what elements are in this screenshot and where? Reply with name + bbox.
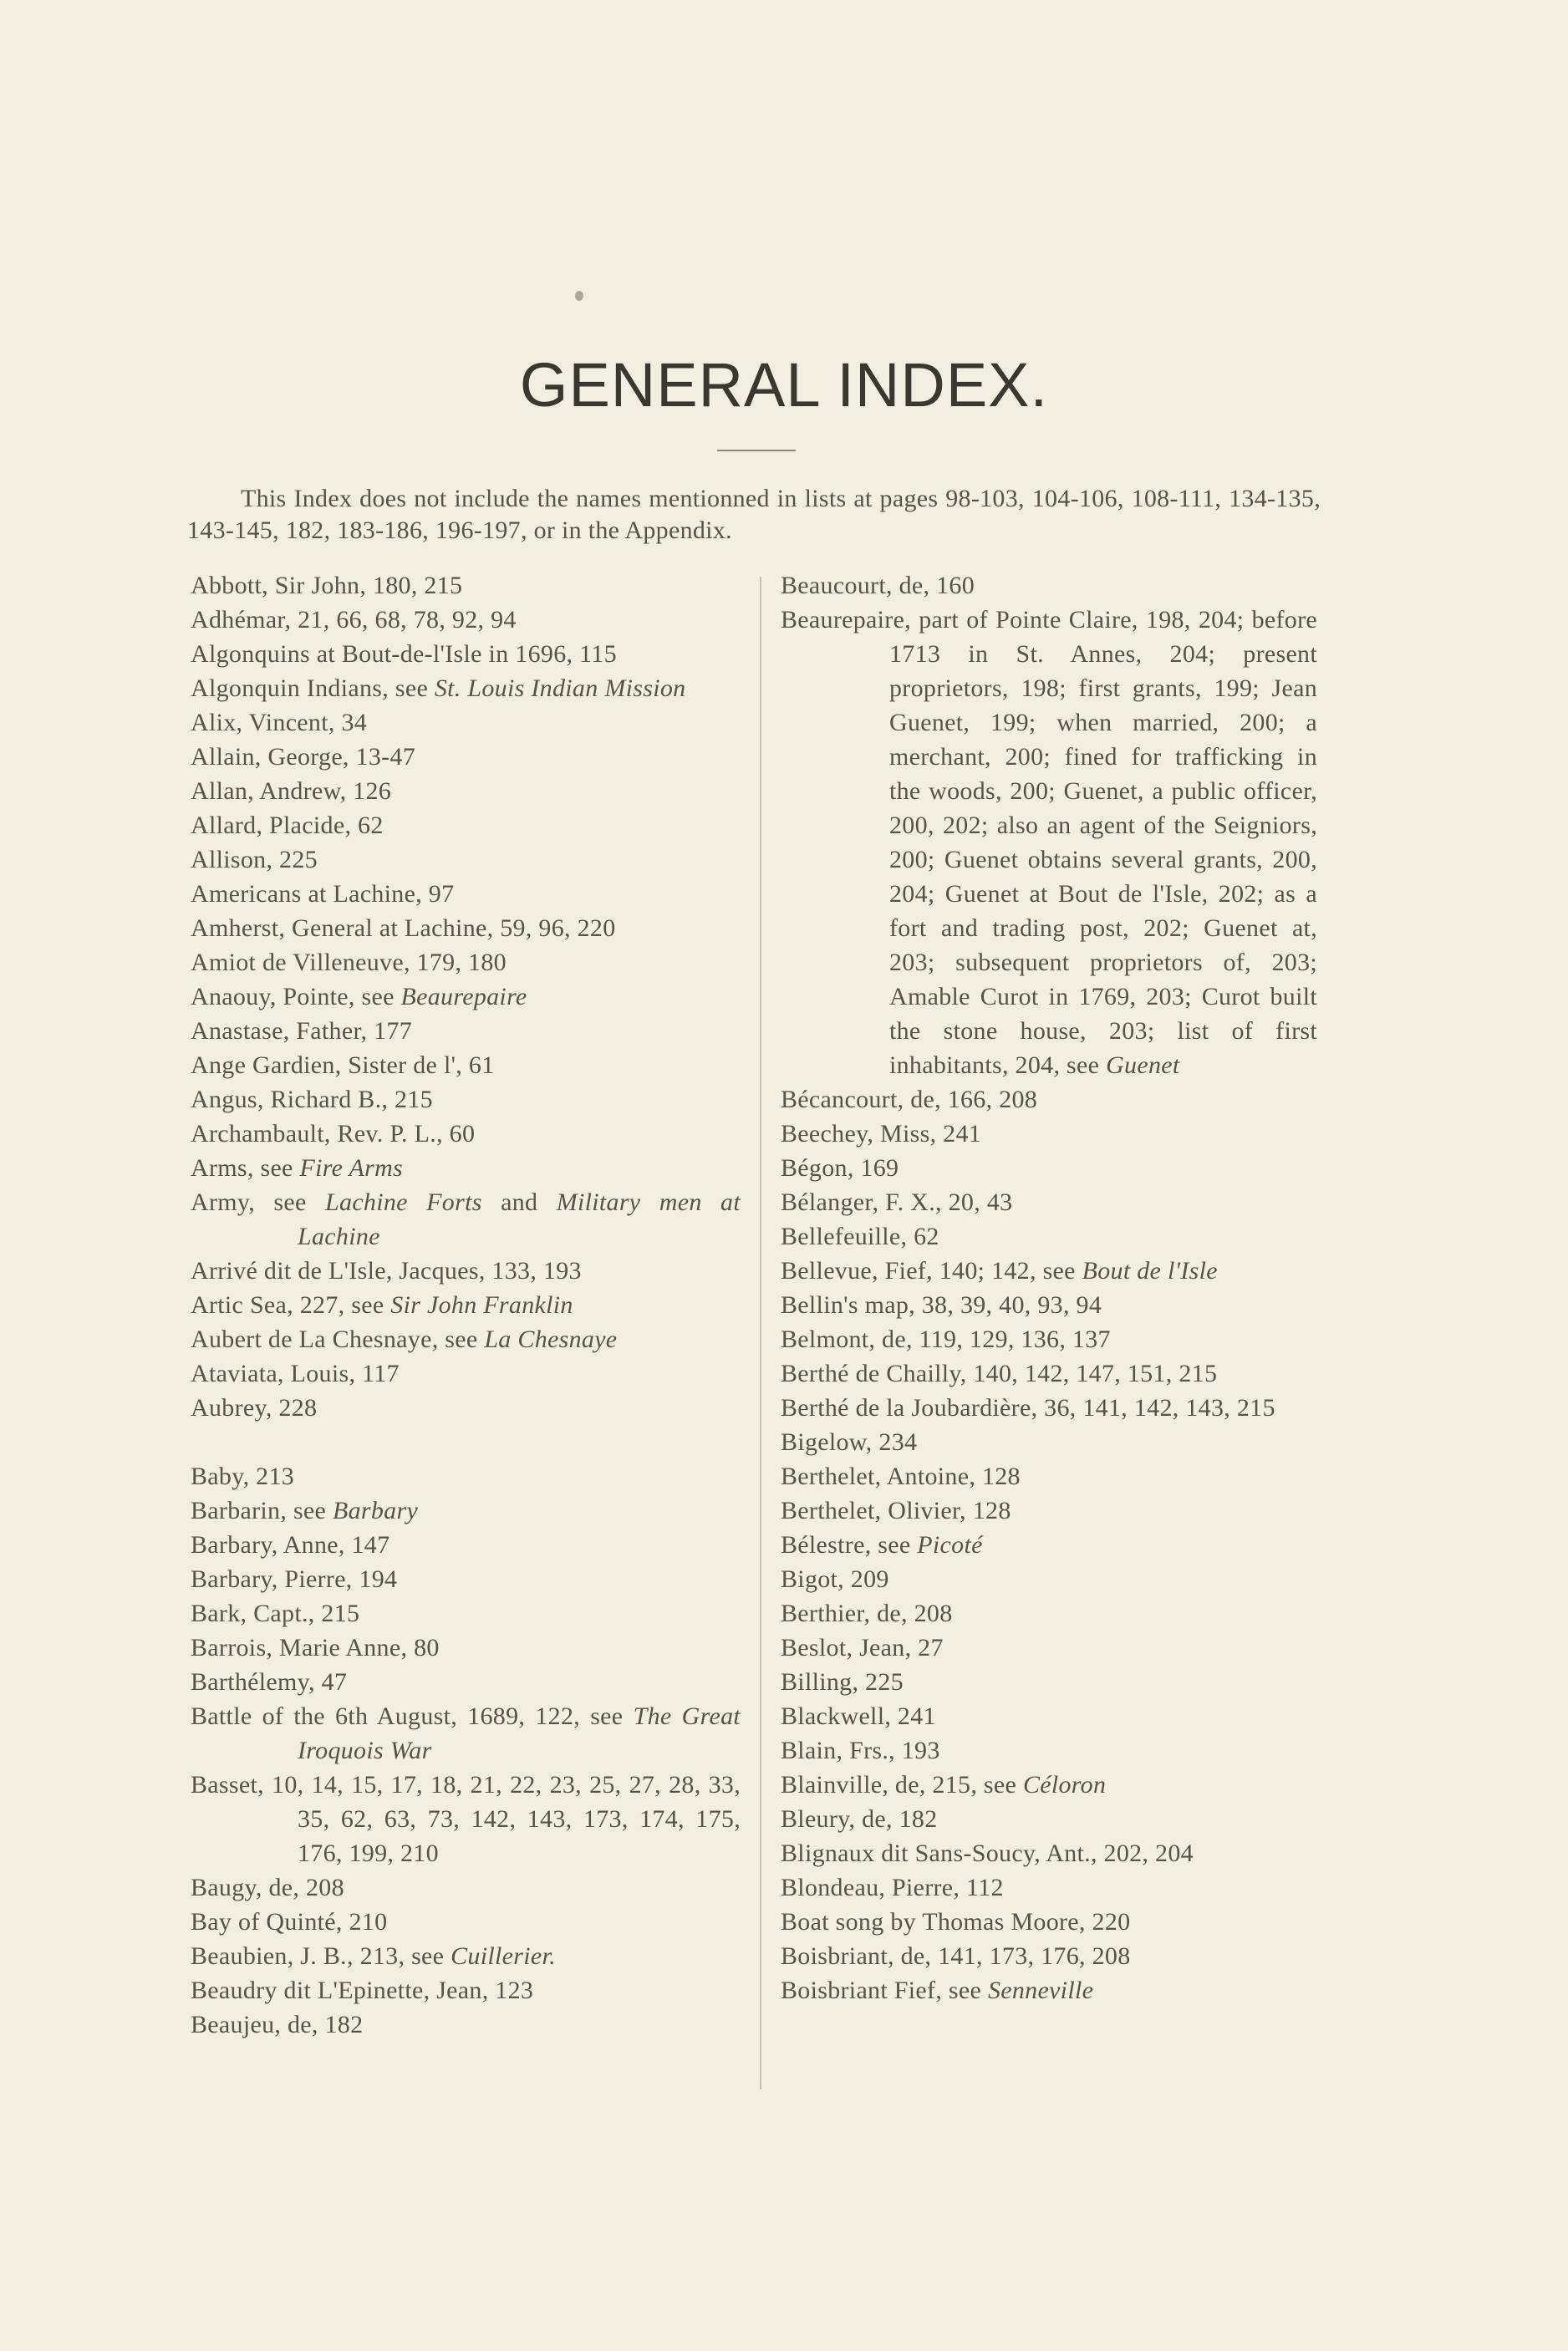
entry-cross-reference[interactable]: Barbary bbox=[332, 1497, 419, 1524]
index-entry bbox=[781, 1905, 1317, 1939]
entry-text: Barbarin, see bbox=[191, 1497, 333, 1524]
entry-text: Billing, 225 bbox=[781, 1668, 904, 1696]
index-entry bbox=[191, 1768, 741, 1870]
entry-cross-reference[interactable]: Bout de l'Isle bbox=[1082, 1257, 1218, 1285]
index-entry bbox=[191, 1082, 741, 1117]
entry-text: Blackwell, 241 bbox=[781, 1702, 936, 1730]
entry-text: Barbary, Pierre, 194 bbox=[191, 1565, 398, 1593]
index-entry bbox=[191, 1870, 741, 1905]
entry-text: Bigot, 209 bbox=[781, 1565, 889, 1593]
entry-text: Boisbriant Fief, see bbox=[781, 1977, 988, 2004]
index-entry bbox=[191, 1596, 741, 1631]
index-entry bbox=[191, 980, 741, 1014]
index-entry bbox=[191, 671, 741, 705]
entry-text: Algonquin Indians, see bbox=[191, 674, 435, 702]
index-entry bbox=[191, 1665, 741, 1699]
entry-text: Americans at Lachine, 97 bbox=[191, 880, 455, 908]
entry-text: Aubrey, 228 bbox=[191, 1394, 318, 1422]
entry-text: Bay of Quinté, 210 bbox=[191, 1908, 388, 1936]
index-entry bbox=[781, 1151, 1317, 1185]
entry-text: Abbott, Sir John, 180, 215 bbox=[191, 572, 463, 599]
index-group-b-continued bbox=[781, 568, 1317, 2008]
index-entry bbox=[191, 1494, 741, 1528]
left-column bbox=[191, 568, 741, 2042]
index-entry bbox=[781, 1322, 1317, 1356]
index-entry bbox=[191, 1905, 741, 1939]
index-entry bbox=[191, 1562, 741, 1596]
index-entry bbox=[191, 1014, 741, 1048]
entry-text: Archambault, Rev. P. L., 60 bbox=[191, 1120, 476, 1148]
entry-text: Adhémar, 21, 66, 68, 78, 92, 94 bbox=[191, 606, 517, 634]
entry-text: Alix, Vincent, 34 bbox=[191, 709, 368, 736]
index-entry bbox=[781, 1836, 1317, 1870]
entry-text: Bégon, 169 bbox=[781, 1154, 899, 1182]
entry-text: Allain, George, 13-47 bbox=[191, 743, 416, 771]
index-entry bbox=[781, 1459, 1317, 1494]
entry-cross-reference[interactable]: Cuillerier. bbox=[451, 1942, 556, 1970]
index-entry bbox=[781, 1254, 1317, 1288]
entry-text: Ataviata, Louis, 117 bbox=[191, 1360, 400, 1387]
entry-text: Army, see bbox=[191, 1188, 326, 1216]
index-entry bbox=[191, 1356, 741, 1391]
index-entry bbox=[781, 1665, 1317, 1699]
index-entry bbox=[191, 1117, 741, 1151]
entry-text: Beaucourt, de, 160 bbox=[781, 572, 975, 599]
entry-text: Artic Sea, 227, see bbox=[191, 1291, 391, 1319]
entry-text: Ange Gardien, Sister de l', 61 bbox=[191, 1051, 495, 1079]
entry-cross-reference[interactable]: Guenet bbox=[1106, 1051, 1180, 1079]
entry-text: Bellefeuille, 62 bbox=[781, 1223, 939, 1250]
entry-text: Berthier, de, 208 bbox=[781, 1600, 953, 1627]
entry-text: and bbox=[481, 1188, 557, 1216]
index-entry bbox=[191, 1288, 741, 1322]
entry-cross-reference[interactable]: Senneville bbox=[987, 1977, 1094, 2004]
entry-text: Blondeau, Pierre, 112 bbox=[781, 1874, 1004, 1901]
index-entry bbox=[191, 705, 741, 740]
index-entry bbox=[191, 740, 741, 774]
index-entry bbox=[781, 1802, 1317, 1836]
entry-text: Beslot, Jean, 27 bbox=[781, 1634, 944, 1661]
index-entry bbox=[191, 911, 741, 945]
index-entry bbox=[191, 1631, 741, 1665]
index-entry bbox=[781, 1288, 1317, 1322]
index-entry bbox=[781, 603, 1317, 1082]
index-entry bbox=[781, 1185, 1317, 1219]
index-entry bbox=[191, 1254, 741, 1288]
index-entry bbox=[191, 1699, 741, 1768]
entry-text: Bigelow, 234 bbox=[781, 1428, 918, 1456]
entry-text: Bark, Capt., 215 bbox=[191, 1600, 360, 1627]
intro-note: This Index does not include the names mentionned in lists at pages 98-103, 104-106, 108-111, 134-135, 143-145, 182, 183-186, 196-197, or in the Appendix. bbox=[187, 485, 1321, 544]
index-entry bbox=[781, 1562, 1317, 1596]
entry-text: Anaouy, Pointe, see bbox=[191, 983, 401, 1010]
index-group-b bbox=[191, 1459, 741, 2042]
entry-text: Battle of the 6th August, 1689, 122, see bbox=[191, 1702, 634, 1730]
index-entry bbox=[191, 2008, 741, 2042]
entry-text: Allard, Placide, 62 bbox=[191, 812, 384, 839]
entry-text: Barthélemy, 47 bbox=[191, 1668, 348, 1696]
entry-text: Baugy, de, 208 bbox=[191, 1874, 344, 1901]
entry-text: Boat song by Thomas Moore, 220 bbox=[781, 1908, 1131, 1936]
entry-text: Barrois, Marie Anne, 80 bbox=[191, 1634, 440, 1661]
index-entry bbox=[191, 603, 741, 637]
index-entry bbox=[191, 1973, 741, 2008]
entry-text: Baby, 213 bbox=[191, 1463, 295, 1490]
entry-cross-reference[interactable]: The Great Iroquois War bbox=[298, 1702, 741, 1764]
entry-text: Beechey, Miss, 241 bbox=[781, 1120, 982, 1148]
column-divider bbox=[760, 577, 761, 2089]
index-entry bbox=[191, 877, 741, 911]
entry-text: Arms, see bbox=[191, 1154, 300, 1182]
index-entry bbox=[191, 945, 741, 980]
entry-text: Bélestre, see bbox=[781, 1531, 918, 1559]
entry-cross-reference[interactable]: Beaurepaire bbox=[400, 983, 527, 1010]
index-entry bbox=[781, 1631, 1317, 1665]
index-entry bbox=[781, 1733, 1317, 1768]
index-entry bbox=[191, 1459, 741, 1494]
index-entry bbox=[191, 842, 741, 877]
entry-cross-reference[interactable]: Lachine Forts bbox=[325, 1188, 482, 1216]
index-entry bbox=[781, 1699, 1317, 1733]
entry-text: Allan, Andrew, 126 bbox=[191, 777, 392, 805]
entry-text: Blain, Frs., 193 bbox=[781, 1737, 940, 1764]
index-entry bbox=[781, 1219, 1317, 1254]
entry-cross-reference[interactable]: St. Louis Indian Mission bbox=[434, 674, 686, 702]
page-title: GENERAL INDEX. bbox=[519, 350, 1049, 420]
entry-text: Belmont, de, 119, 129, 136, 137 bbox=[781, 1326, 1111, 1353]
index-entry bbox=[781, 1528, 1317, 1562]
group-gap bbox=[191, 1425, 741, 1459]
entry-text: Beaurepaire, part of Pointe Claire, 198, 204; before 1713 in St. Annes, 204; present proprietors, 198; first grants, 199; Jean Guenet, 199; when married, 200; a merchant, 200; fined for trafficking in the woods, 200; Guenet, a public officer, 200, 202; also an agent of the Seigniors, 200; Guenet obtains several grants, 200, 204; Guenet at Bout de l'Isle, 202; as a fort and trading post, 202; Guenet at, 203; subsequent proprietors of, 203; Amable Curot in 1769, 203; Curot built the stone house, 203; list of first inhabitants, 204, see bbox=[781, 606, 1317, 1079]
entry-text: Beaudry dit L'Epinette, Jean, 123 bbox=[191, 1977, 534, 2004]
index-entry bbox=[781, 1973, 1317, 2008]
index-entry bbox=[191, 568, 741, 603]
entry-text: Beaujeu, de, 182 bbox=[191, 2011, 364, 2038]
entry-cross-reference[interactable]: Céloron bbox=[1022, 1771, 1107, 1799]
index-entry bbox=[781, 1356, 1317, 1391]
entry-text: Anastase, Father, 177 bbox=[191, 1017, 413, 1045]
index-entry bbox=[781, 1082, 1317, 1117]
index-entry bbox=[781, 1596, 1317, 1631]
entry-text: Berthé de la Joubardière, 36, 141, 142, 143, 215 bbox=[781, 1394, 1275, 1422]
entry-cross-reference[interactable]: La Chesnaye bbox=[484, 1326, 618, 1353]
entry-text: Bleury, de, 182 bbox=[781, 1805, 938, 1833]
index-entry bbox=[781, 1768, 1317, 1802]
entry-text: Berthelet, Olivier, 128 bbox=[781, 1497, 1011, 1524]
entry-text: Allison, 225 bbox=[191, 846, 318, 873]
index-entry bbox=[781, 1425, 1317, 1459]
entry-text: Boisbriant, de, 141, 173, 176, 208 bbox=[781, 1942, 1131, 1970]
entry-text: Basset, 10, 14, 15, 17, 18, 21, 22, 23, 25, 27, 28, 33, 35, 62, 63, 73, 142, 143, 173, 174, 175, 176, 199, 210 bbox=[191, 1771, 741, 1867]
entry-text: Bellevue, Fief, 140; 142, see bbox=[781, 1257, 1082, 1285]
entry-text: Aubert de La Chesnaye, see bbox=[191, 1326, 485, 1353]
entry-text: Arrivé dit de L'Isle, Jacques, 133, 193 bbox=[191, 1257, 582, 1285]
index-entry bbox=[781, 568, 1317, 603]
entry-cross-reference[interactable]: Sir John Franklin bbox=[390, 1291, 573, 1319]
title-rule bbox=[717, 450, 796, 451]
index-entry bbox=[781, 1117, 1317, 1151]
entry-text: Bélanger, F. X., 20, 43 bbox=[781, 1188, 1013, 1216]
entry-text: Berthelet, Antoine, 128 bbox=[781, 1463, 1021, 1490]
index-group-a bbox=[191, 568, 741, 1425]
entry-text: Bellin's map, 38, 39, 40, 93, 94 bbox=[781, 1291, 1102, 1319]
entry-text: Blignaux dit Sans-Soucy, Ant., 202, 204 bbox=[781, 1840, 1194, 1867]
index-entry bbox=[781, 1391, 1317, 1425]
index-entry bbox=[191, 774, 741, 808]
entry-text: Amherst, General at Lachine, 59, 96, 220 bbox=[191, 914, 616, 942]
entry-text: Blainville, de, 215, see bbox=[781, 1771, 1023, 1799]
index-entry bbox=[191, 1528, 741, 1562]
entry-cross-reference[interactable]: Picoté bbox=[917, 1531, 983, 1559]
entry-cross-reference[interactable]: Military men at Lachine bbox=[298, 1188, 741, 1250]
entry-text: Berthé de Chailly, 140, 142, 147, 151, 215 bbox=[781, 1360, 1218, 1387]
index-entry bbox=[781, 1939, 1317, 1973]
index-entry bbox=[191, 1322, 741, 1356]
entry-text: Angus, Richard B., 215 bbox=[191, 1086, 433, 1113]
entry-text: Barbary, Anne, 147 bbox=[191, 1531, 390, 1559]
index-entry bbox=[191, 1391, 741, 1425]
index-entry bbox=[191, 808, 741, 842]
index-entry bbox=[191, 1185, 741, 1254]
entry-text: Amiot de Villeneuve, 179, 180 bbox=[191, 949, 507, 976]
entry-text: Algonquins at Bout-de-l'Isle in 1696, 115 bbox=[191, 640, 617, 668]
entry-text: Beaubien, J. B., 213, see bbox=[191, 1942, 451, 1970]
index-entry bbox=[191, 1939, 741, 1973]
index-entry bbox=[191, 1048, 741, 1082]
index-entry bbox=[781, 1870, 1317, 1905]
ornament-dot bbox=[575, 291, 583, 301]
index-entry bbox=[781, 1494, 1317, 1528]
entry-text: Bécancourt, de, 166, 208 bbox=[781, 1086, 1038, 1113]
index-entry bbox=[191, 1151, 741, 1185]
index-entry bbox=[191, 637, 741, 671]
right-column bbox=[781, 568, 1317, 2008]
entry-cross-reference[interactable]: Fire Arms bbox=[299, 1154, 404, 1182]
